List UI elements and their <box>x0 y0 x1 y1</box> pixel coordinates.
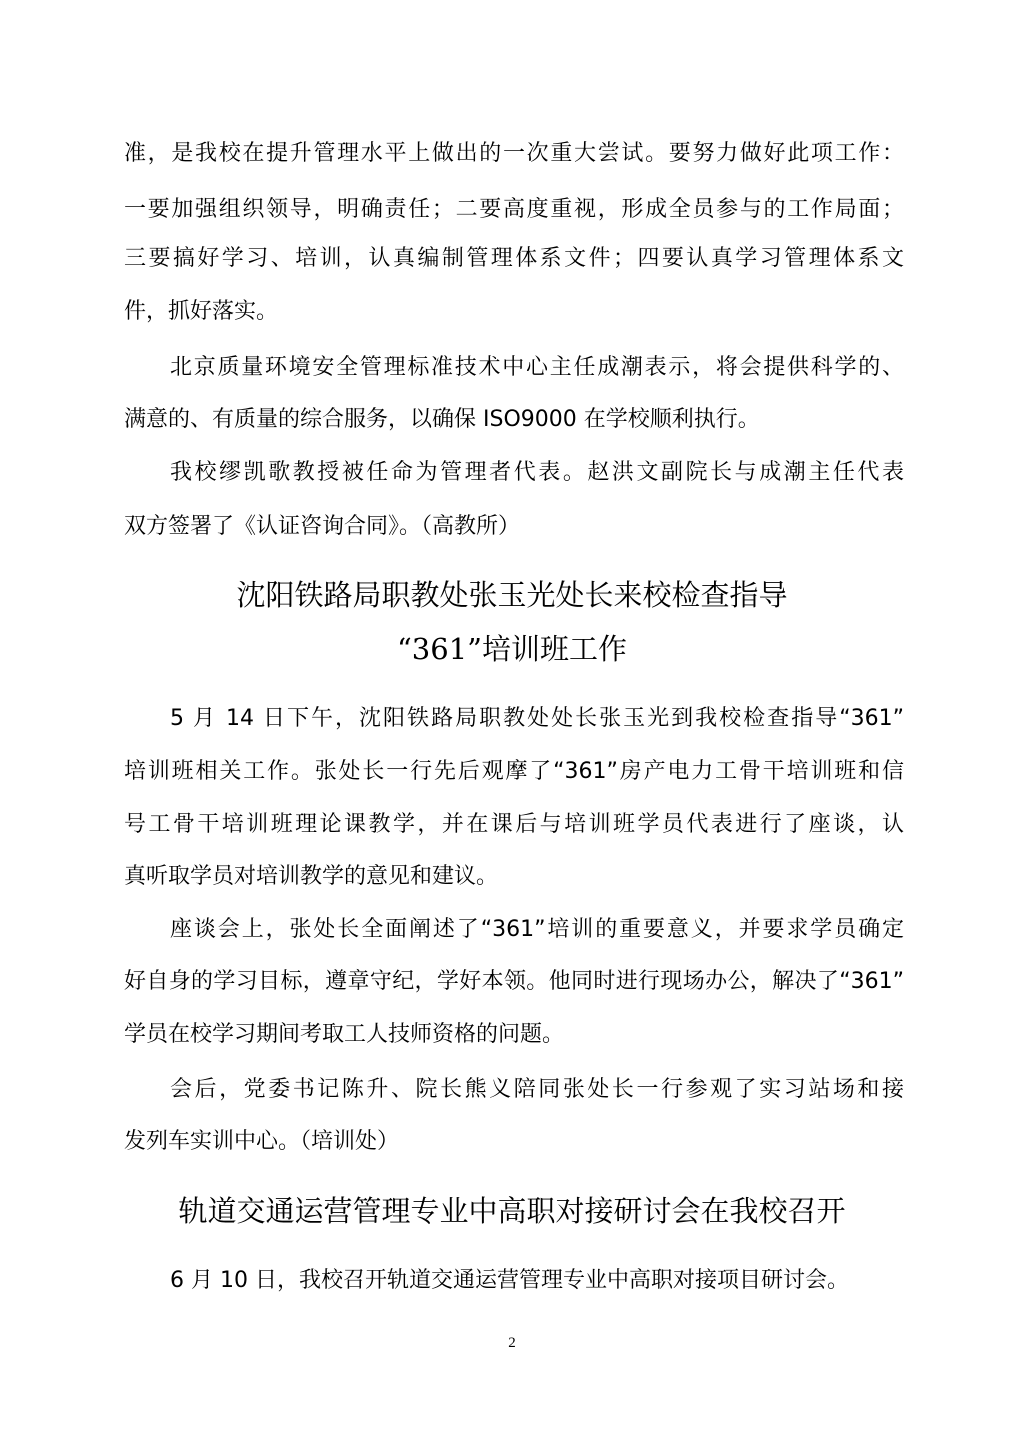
paragraph-line: 6 月 10 日，我校召开轨道交通运营管理专业中高职对接项目研讨会。 <box>170 1268 849 1293</box>
paragraph-line: 会后，党委书记陈升、院长熊义陪同张处长一行参观了实习站场和接 <box>170 1077 904 1102</box>
paragraph-line: 件，抓好落实。 <box>124 299 279 324</box>
paragraph-line: 满意的、有质量的综合服务，以确保 ISO9000 在学校顺利执行。 <box>124 407 760 432</box>
paragraph-line: 培训班相关工作。张处长一行先后观摩了“361”房产电力工骨干培训班和信 <box>124 759 904 784</box>
paragraph-line: 号工骨干培训班理论课教学，并在课后与培训班学员代表进行了座谈，认 <box>124 812 904 837</box>
section-heading: 轨道交通运营管理专业中高职对接研讨会在我校召开 <box>178 1194 846 1228</box>
paragraph-line: 我校缪凯歌教授被任命为管理者代表。赵洪文副院长与成潮主任代表 <box>170 460 904 485</box>
paragraph-line: 准，是我校在提升管理水平上做出的一次重大尝试。要努力做好此项工作： <box>124 141 904 166</box>
paragraph-line: 真听取学员对培训教学的意见和建议。 <box>124 864 499 889</box>
section-heading: “361”培训班工作 <box>396 632 627 666</box>
section-heading: 沈阳铁路局职教处张玉光处长来校检查指导 <box>236 578 788 612</box>
paragraph-line: 发列车实训中心。（培训处） <box>124 1129 400 1154</box>
paragraph-line: 5 月 14 日下午，沈阳铁路局职教处处长张玉光到我校检查指导“361” <box>170 706 904 731</box>
paragraph-line: 学员在校学习期间考取工人技师资格的问题。 <box>124 1022 565 1047</box>
paragraph-line: 一要加强组织领导，明确责任；二要高度重视，形成全员参与的工作局面； <box>124 197 904 222</box>
paragraph-line: 三要搞好学习、培训，认真编制管理体系文件；四要认真学习管理体系文 <box>124 246 904 271</box>
paragraph-line: 北京质量环境安全管理标准技术中心主任成潮表示，将会提供科学的、 <box>170 355 904 380</box>
paragraph-line: 座谈会上，张处长全面阐述了“361”培训的重要意义，并要求学员确定 <box>170 917 904 942</box>
paragraph-line: 双方签署了《认证咨询合同》。（高教所） <box>124 514 521 539</box>
page-number: 2 <box>508 1335 516 1351</box>
paragraph-line: 好自身的学习目标，遵章守纪，学好本领。他同时进行现场办公，解决了“361” <box>124 969 904 994</box>
